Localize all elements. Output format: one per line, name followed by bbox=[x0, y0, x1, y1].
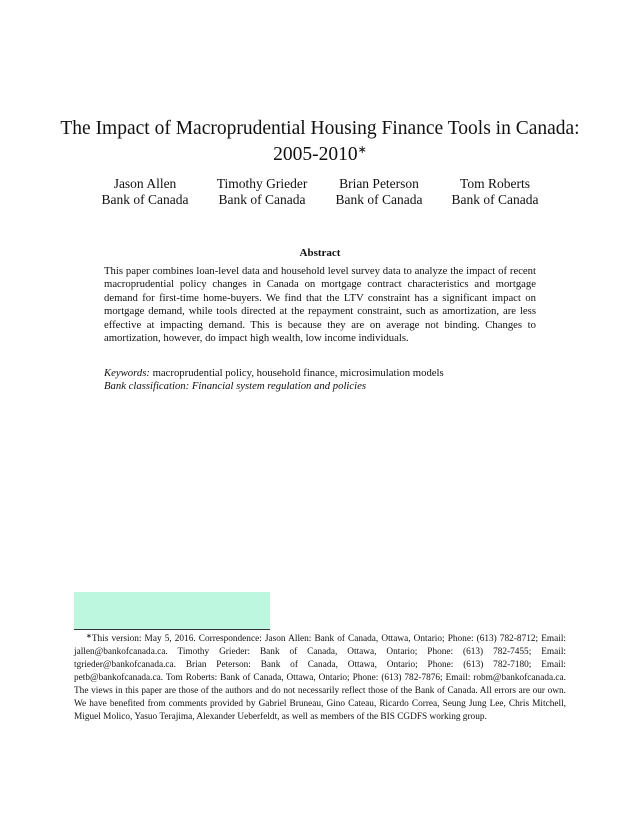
abstract-body: This paper combines loan-level data and household level survey data to analyze the impact of recent macroprudential policy changes in Canada on mortgage contract characteristics and mortgage demand for first-time home-buyers. We find that the LTV constraint has a significant impact on mortgage demand, while tools directed at the repayment constraint, such as amortization, are less effective at impacting demand. This is because they are on average not binding. Changes to amortization, however, do impact high wealth, low income individuals. bbox=[104, 265, 536, 345]
author-affiliation: Bank of Canada bbox=[101, 191, 189, 207]
author-name: Jason Allen bbox=[113, 176, 177, 191]
keywords-line bbox=[104, 367, 544, 380]
keywords-value: macroprudential policy, household finance, microsimulation models bbox=[152, 367, 444, 379]
author-name: Brian Peterson bbox=[339, 176, 419, 191]
paper-title-text: The Impact of Macroprudential Housing Finance Tools in Canada: 2005-2010 bbox=[60, 118, 580, 165]
author-affiliation: Bank of Canada bbox=[451, 191, 539, 207]
author-block bbox=[430, 176, 560, 207]
author-name: Timothy Grieder bbox=[216, 176, 308, 191]
author-affiliation: Bank of Canada bbox=[218, 191, 306, 207]
highlight-box bbox=[74, 592, 270, 629]
author-name: Tom Roberts bbox=[460, 176, 530, 191]
author-affiliation: Bank of Canada bbox=[335, 191, 423, 207]
footnote-marker: ∗ bbox=[86, 632, 92, 640]
footnote-text: This version: May 5, 2016. Correspondence: Jason Allen: Bank of Canada, Ottawa, Ontario; Phone: (613) 782-8712; Email: jallen@bankofcanada.ca. Timothy Grieder: Bank of Canada, Ottawa, Ontario; Phone: (613) 782-7455; Email: tgrieder@bankofcanada.ca. Brian Peterson: Bank of Canada, Ottawa, Ontario; Phone: (613) 782-7180; Email: petb@bankofcanada.ca. Tom Roberts: Bank of Canada, Ottawa, Ontario; Phone: (613) 782-7876; Email: robm@bankofcanada.ca. The views in this paper are those of the authors and do not necessarily reflect those of the Bank of Canada. All errors are our own. We have benefited from comments provided by Gabriel Bruneau, Gino Cateau, Ricardo Correa, Seung Jung Lee, Chris Mitchell, Miguel Molico, Yasuo Terajima, Alexander Ueberfeldt, as well as members of the BIS CGDFS working group. bbox=[74, 634, 566, 722]
keywords-section bbox=[104, 367, 544, 394]
footnote-rule bbox=[74, 629, 270, 630]
keywords-label: Keywords: bbox=[104, 367, 150, 379]
author-block bbox=[314, 176, 444, 207]
title-footnote-marker: ∗ bbox=[357, 144, 367, 156]
abstract-heading: Abstract bbox=[299, 247, 341, 259]
author-block bbox=[197, 176, 327, 207]
footnote bbox=[74, 633, 566, 724]
bank-classification: Bank classification: Financial system regulation and policies bbox=[104, 380, 366, 393]
paper-title bbox=[60, 116, 580, 168]
author-block bbox=[80, 176, 210, 207]
